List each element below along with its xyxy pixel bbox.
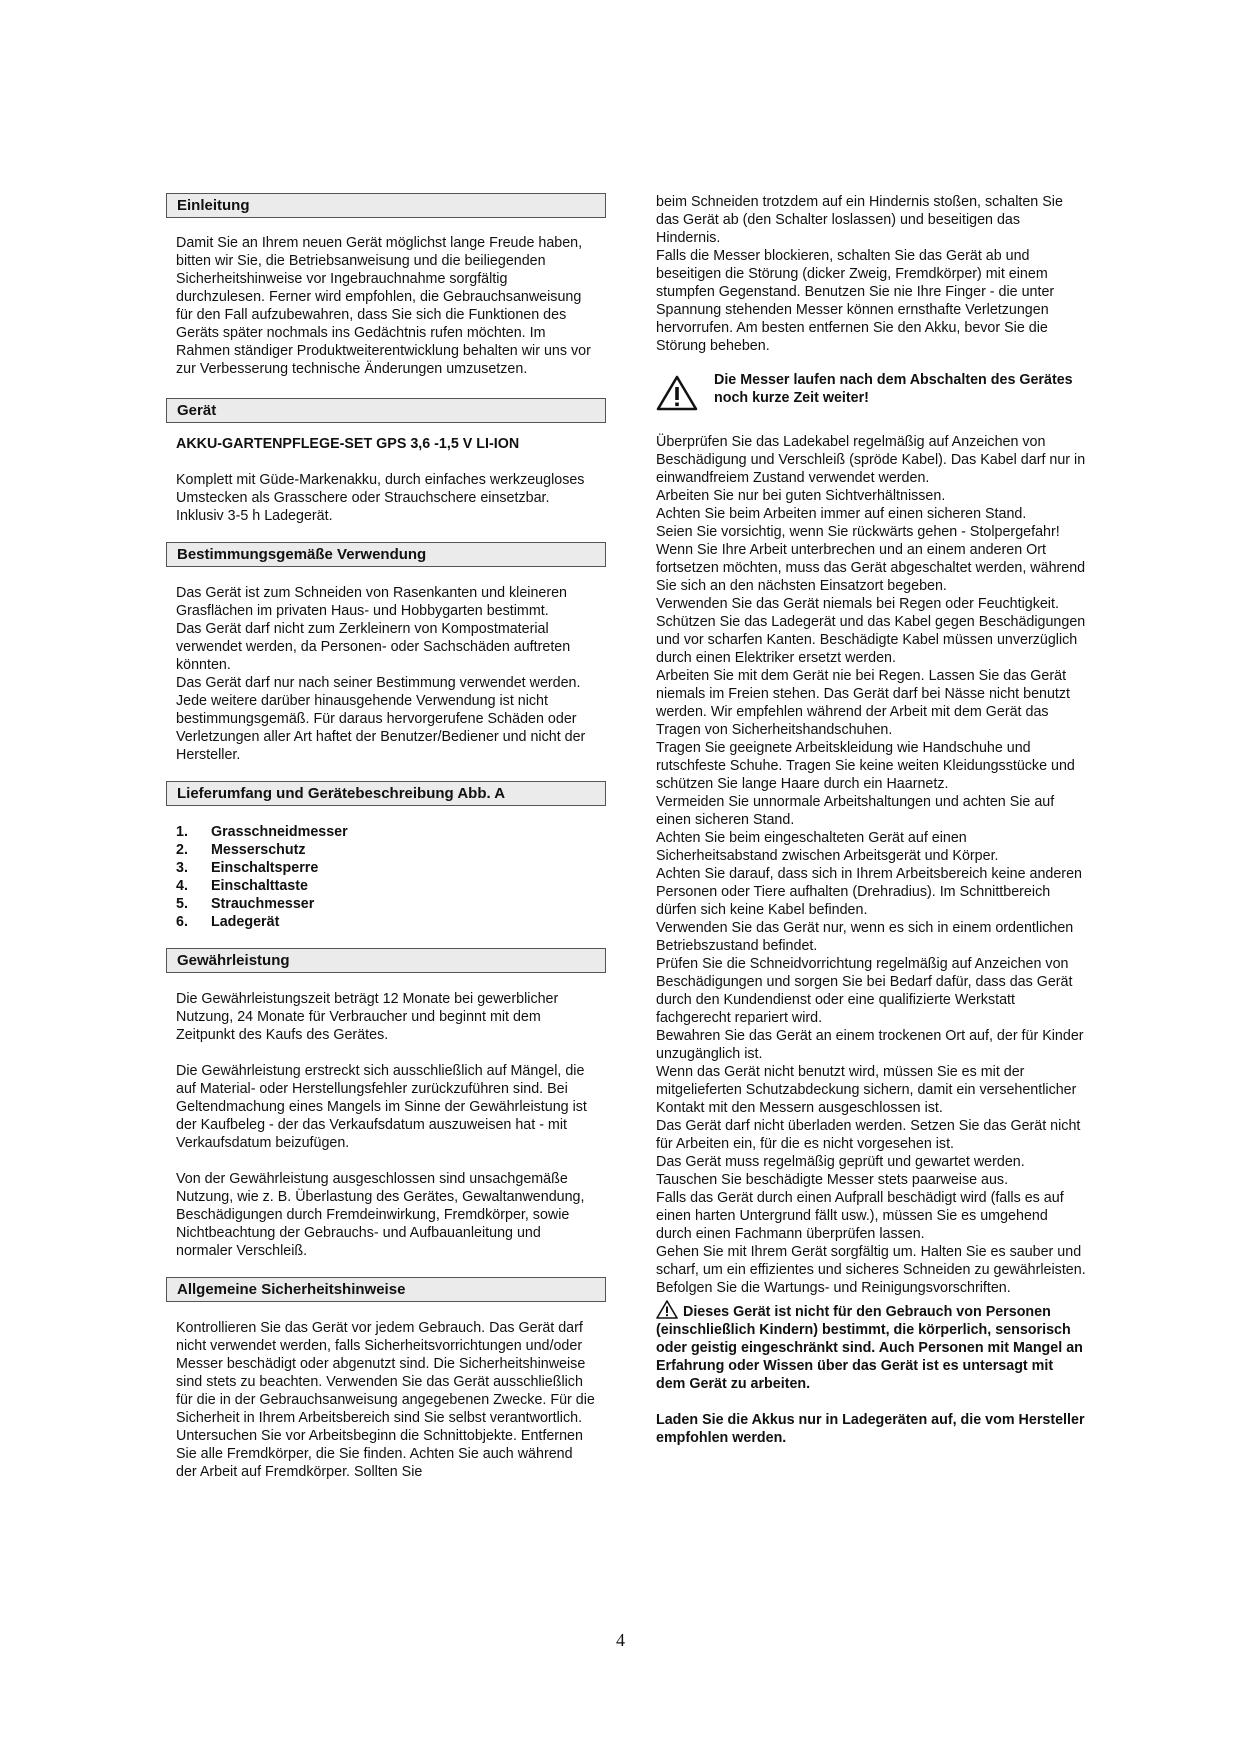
warning-text-messer: Die Messer laufen nach dem Abschalten des Gerätes noch kurze Zeit weiter! [714,372,1073,406]
gewaehrleistung-text-2: Die Gewährleistung erstreckt sich ausschließlich auf Mängel, die auf Material- oder Herstellungsfehler zurückzuführen sind. Bei Geltendmachung eines Mangels im Sinne der Gewährleistung ist der Kaufbeleg - der das Verkaufsdatum auszuweisen hat - mit Verkaufsdatum beizufügen. [176,1063,587,1151]
safety-para: Das Gerät darf nicht überladen werden. Setzen Sie das Gerät nicht für Arbeiten ein, für die es nicht vorgesehen ist. [656,1118,1081,1152]
right-column [656,193,1086,1447]
safety-para: Achten Sie beim Arbeiten immer auf einen sicheren Stand. [656,506,1027,522]
warning-triangle-icon [656,375,698,411]
safety-para: Gehen Sie mit Ihrem Gerät sorgfältig um. Halten Sie es sauber und scharf, um ein effizientes und sicheres Schneiden zu gewährleisten. Befolgen Sie die Wartungs- und Reinigungsvorschriften. [656,1244,1086,1296]
heading-sicherheit: Allgemeine Sicherheitshinweise [166,1277,606,1302]
safety-para: Falls das Gerät durch einen Aufprall beschädigt wird (falls es auf einen harten Untergrund fällt usw.), müssen Sie es umgehend durch einen Fachmann überprüfen lassen. [656,1190,1064,1242]
verwendung-text-3: Das Gerät darf nur nach seiner Bestimmung verwendet werden. Jede weitere darüber hinausgehende Verwendung ist nicht bestimmungsgemäß. Für daraus hervorgerufene Schäden oder Verletzungen aller Art haftet der Benutzer/Bediener und nicht der Hersteller. [176,675,586,763]
charging-note: Laden Sie die Akkus nur in Ladegeräten auf, die vom Hersteller empfohlen werden. [656,1412,1085,1446]
list-item: 3. Einschaltsperre [176,860,319,876]
safety-paragraphs [656,433,1086,1297]
safety-para: Bewahren Sie das Gerät an einem trockenen Ort auf, der für Kinder unzugänglich ist. [656,1028,1084,1062]
gewaehrleistung-text-1: Die Gewährleistungszeit beträgt 12 Monate bei gewerblicher Nutzung, 24 Monate für Verbraucher und beginnt mit dem Zeitpunkt des Kaufs des Gerätes. [176,991,559,1043]
safety-para: Seien Sie vorsichtig, wenn Sie rückwärts gehen - Stolpergefahr! Wenn Sie Ihre Arbeit unterbrechen und an einem anderen Ort fortsetzen möchten, muss das Gerät abgeschaltet werden, während Sie sich an den nächsten Einsatzort begeben. [656,524,1086,594]
safety-para: Vermeiden Sie unnormale Arbeitshaltungen und achten Sie auf einen sicheren Stand. [656,794,1055,828]
right-text-2: Falls die Messer blockieren, schalten Sie das Gerät ab und beseitigen die Störung (dicker Zweig, Fremdkörper) mit einem stumpfen Gegenstand. Benutzen Sie nie Ihre Finger - die unter Spannung stehenden Messer können ernsthafte Verletzungen hervorrufen. Am besten entfernen Sie den Akku, bevor Sie die Störung beheben. [656,248,1055,354]
left-column [166,193,606,1481]
right-text-1: beim Schneiden trotzdem auf ein Hindernis stoßen, schalten Sie das Gerät ab (den Schalter loslassen) und beseitigen das Hindernis. [656,194,1063,246]
list-item: 2. Messerschutz [176,842,306,858]
safety-para: Tragen Sie geeignete Arbeitskleidung wie Handschuhe und rutschfeste Schuhe. Tragen Sie keine weiten Kleidungsstücke und schützen Sie lange Haare durch ein Haarnetz. [656,740,1075,792]
list-item: 1. Grasschneidmesser [176,824,348,840]
warning-callout [656,371,1086,416]
heading-lieferumfang: Lieferumfang und Gerätebeschreibung Abb. A [166,781,606,806]
safety-para: Arbeiten Sie nur bei guten Sichtverhältnissen. [656,488,946,504]
heading-verwendung: Bestimmungsgemäße Verwendung [166,542,606,567]
safety-para: Verwenden Sie das Gerät niemals bei Regen oder Feuchtigkeit. [656,596,1059,612]
gewaehrleistung-text-3: Von der Gewährleistung ausgeschlossen sind unsachgemäße Nutzung, wie z. B. Überlastung des Gerätes, Gewaltanwendung, Beschädigungen durch Fremdeinwirkung, Fremdkörper, sowie Nichtbeachtung der Gebrauchs- und Aufbauanleitung und normaler Verschleiß. [176,1171,585,1259]
heading-geraet: Gerät [166,398,606,423]
einleitung-text: Damit Sie an Ihrem neuen Gerät möglichst lange Freude haben, bitten wir Sie, die Betriebsanweisung und die beiliegenden Sicherheitshinweise vor Ingebrauchnahme sorgfältig durchzulesen. Ferner wird empfohlen, die Gebrauchsanweisung für den Fall aufzubewahren, dass Sie sich die Funktionen des Geräts später nochmals ins Gedächtnis rufen möchten. Im Rahmen ständiger Produktweiterentwicklung behalten wir uns vor zur Verbesserung technische Änderungen umzusetzen. [176,235,591,377]
parts-list [166,823,606,931]
product-title: AKKU-GARTENPFLEGE-SET GPS 3,6 -1,5 V LI-ION [176,436,520,452]
list-item: 5. Strauchmesser [176,896,315,912]
safety-para: Tauschen Sie beschädigte Messer stets paarweise aus. [656,1172,1009,1188]
verwendung-text-2: Das Gerät darf nicht zum Zerkleinern von Kompostmaterial verwendet werden, da Personen- oder Sachschäden auftreten könnten. [176,621,571,673]
safety-para: Überprüfen Sie das Ladekabel regelmäßig auf Anzeichen von Beschädigung und Verschleiß (spröde Kabel). Das Kabel darf nur in einwandfreiem Zustand verwendet werden. [656,434,1086,486]
page-number: 4 [616,1630,625,1650]
safety-para: Arbeiten Sie mit dem Gerät nie bei Regen. Lassen Sie das Gerät niemals im Freien stehen. Das Gerät darf bei Nässe nicht benutzt werden. Wir empfehlen während der Arbeit mit dem Gerät das Tragen von Sicherheitshandschuhen. [656,668,1071,738]
safety-para: Achten Sie darauf, dass sich in Ihrem Arbeitsbereich keine anderen Personen oder Tiere aufhalten (Drehradius). Im Schnittbereich dürfen sich keine Kabel befinden. [656,866,1082,918]
safety-para: Achten Sie beim eingeschalteten Gerät auf einen Sicherheitsabstand zwischen Arbeitsgerät und Körper. [656,830,999,864]
list-item: 4. Einschalttaste [176,878,308,894]
geraet-text: Komplett mit Güde-Markenakku, durch einfaches werkzeugloses Umstecken als Grasschere oder Strauchschere einsetzbar. Inklusiv 3-5 h Ladegerät. [176,472,585,524]
warning-persons-text: Dieses Gerät ist nicht für den Gebrauch von Personen (einschließlich Kindern) bestimmt, die körperlich, sensorisch oder geistig eingeschränkt sind. Auch Personen mit Mangel an Erfahrung oder Wissen über das Gerät ist es untersagt mit dem Gerät zu arbeiten. [656,1304,1083,1392]
sicherheit-text-1: Kontrollieren Sie das Gerät vor jedem Gebrauch. Das Gerät darf nicht verwendet werden, falls Sicherheitsvorrichtungen und/oder Messer beschädigt oder abgenutzt sind. Die Sicherheitshinweise sind stets zu beachten. Verwenden Sie das Gerät ausschließlich für die in der Gebrauchsanweisung angegebenen Zwecke. Für die Sicherheit in Ihrem Arbeitsbereich sind Sie selbst verantwortlich. [176,1320,595,1426]
safety-para: Prüfen Sie die Schneidvorrichtung regelmäßig auf Anzeichen von Beschädigungen und sorgen Sie bei Bedarf dafür, dass das Gerät durch den Kundendienst oder eine qualifizierte Werkstatt fachgerecht repariert wird. [656,956,1073,1026]
list-item: 6. Ladegerät [176,914,280,930]
safety-para: Wenn das Gerät nicht benutzt wird, müssen Sie es mit der mitgelieferten Schutzabdeckung sichern, damit ein versehentlicher Kontakt mit den Messern ausgeschlossen ist. [656,1064,1077,1116]
safety-para: Schützen Sie das Ladegerät und das Kabel gegen Beschädigungen und vor scharfen Kanten. Beschädigte Kabel müssen unverzüglich durch einen Elektriker ersetzt werden. [656,614,1086,666]
safety-para: Das Gerät muss regelmäßig geprüft und gewartet werden. [656,1154,1025,1170]
heading-einleitung: Einleitung [166,193,606,218]
safety-para: Verwenden Sie das Gerät nur, wenn es sich in einem ordentlichen Betriebszustand befindet. [656,920,1074,954]
warning-triangle-icon [656,1300,678,1319]
verwendung-text-1: Das Gerät ist zum Schneiden von Rasenkanten und kleineren Grasflächen im privaten Haus- und Hobbygarten bestimmt. [176,585,568,619]
warning-persons [656,1300,1086,1393]
heading-gewaehrleistung: Gewährleistung [166,948,606,973]
sicherheit-text-2: Untersuchen Sie vor Arbeitsbeginn die Schnittobjekte. Entfernen Sie alle Fremdkörper, die Sie finden. Achten Sie auch während der Arbeit auf Fremdkörper. Sollten Sie [176,1428,583,1480]
